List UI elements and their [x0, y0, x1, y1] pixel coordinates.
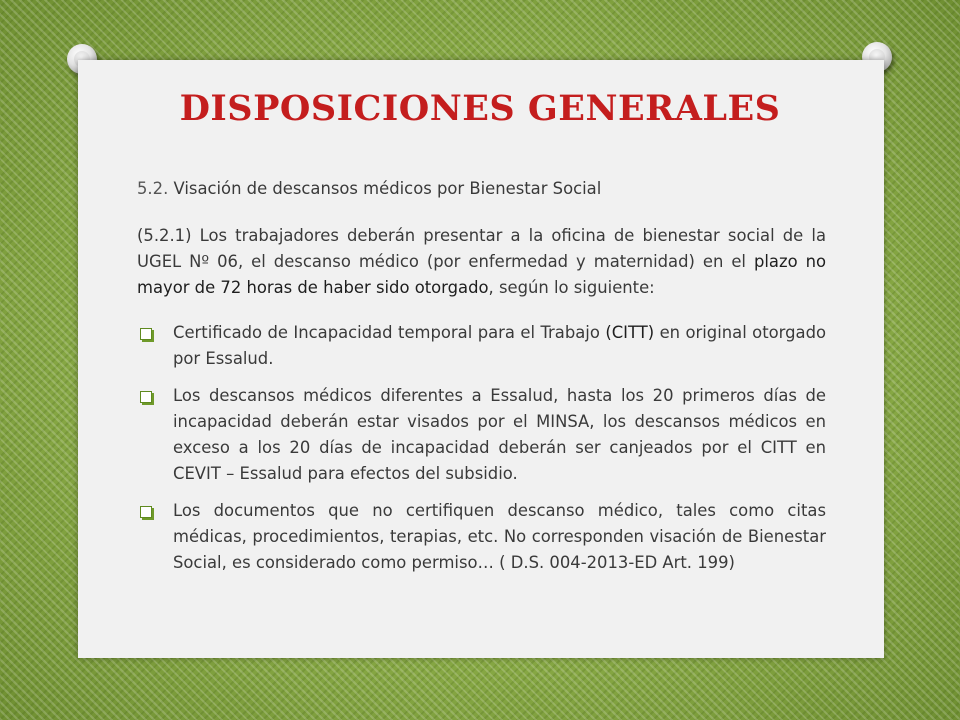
slide-title: DISPOSICIONES GENERALES [179, 88, 781, 129]
list-item [137, 498, 826, 576]
section-heading [137, 176, 826, 202]
list-item [137, 320, 826, 372]
square-bullet-icon [140, 328, 152, 340]
bullet-text [173, 323, 826, 368]
list-item [137, 383, 826, 487]
intro-text: (5.2.1) Los trabajadores deberán presentar a la oficina de bienestar social de la UGEL Nº 06, el descanso médico (por enfermedad y maternidad) en el [137, 226, 826, 271]
square-bullet-icon [140, 506, 152, 518]
intro-highlight: plazo no mayor de 72 horas de haber sido otorgado [137, 252, 827, 297]
square-bullet-icon [140, 391, 152, 403]
intro-paragraph [137, 223, 826, 301]
section-title: Visación de descansos médicos por Bienestar Social [173, 179, 602, 198]
bullet-highlight: (CITT) [605, 323, 655, 342]
bullet-text-end: en original otorgado por Essalud. [173, 323, 826, 368]
bullet-text [173, 501, 826, 572]
bullet-text-part: Certificado de Incapacidad temporal para el Trabajo [173, 323, 606, 342]
slide-content [137, 176, 826, 587]
bullet-text [173, 386, 826, 483]
bullet-text-part: Los descansos médicos diferentes a Essalud, hasta los 20 primeros días de incapacidad deberán estar visados por el MINSA, los descansos médicos en exceso a los 20 días de incapacidad deberán ser canjeados por el CITT en CEVIT – Essalud para efectos del subsidio. [173, 386, 826, 483]
section-number: 5.2. [137, 179, 169, 198]
bullet-text-part: Los documentos que no certifiquen descanso médico, tales como citas médicas, procedimientos, terapias, etc. No corresponden visación de Bienestar Social, es considerado como permiso… ( D.S. 004-2013-ED Art. 199) [173, 501, 826, 572]
bullet-list [137, 320, 826, 576]
intro-text-end: , según lo siguiente: [488, 278, 655, 297]
